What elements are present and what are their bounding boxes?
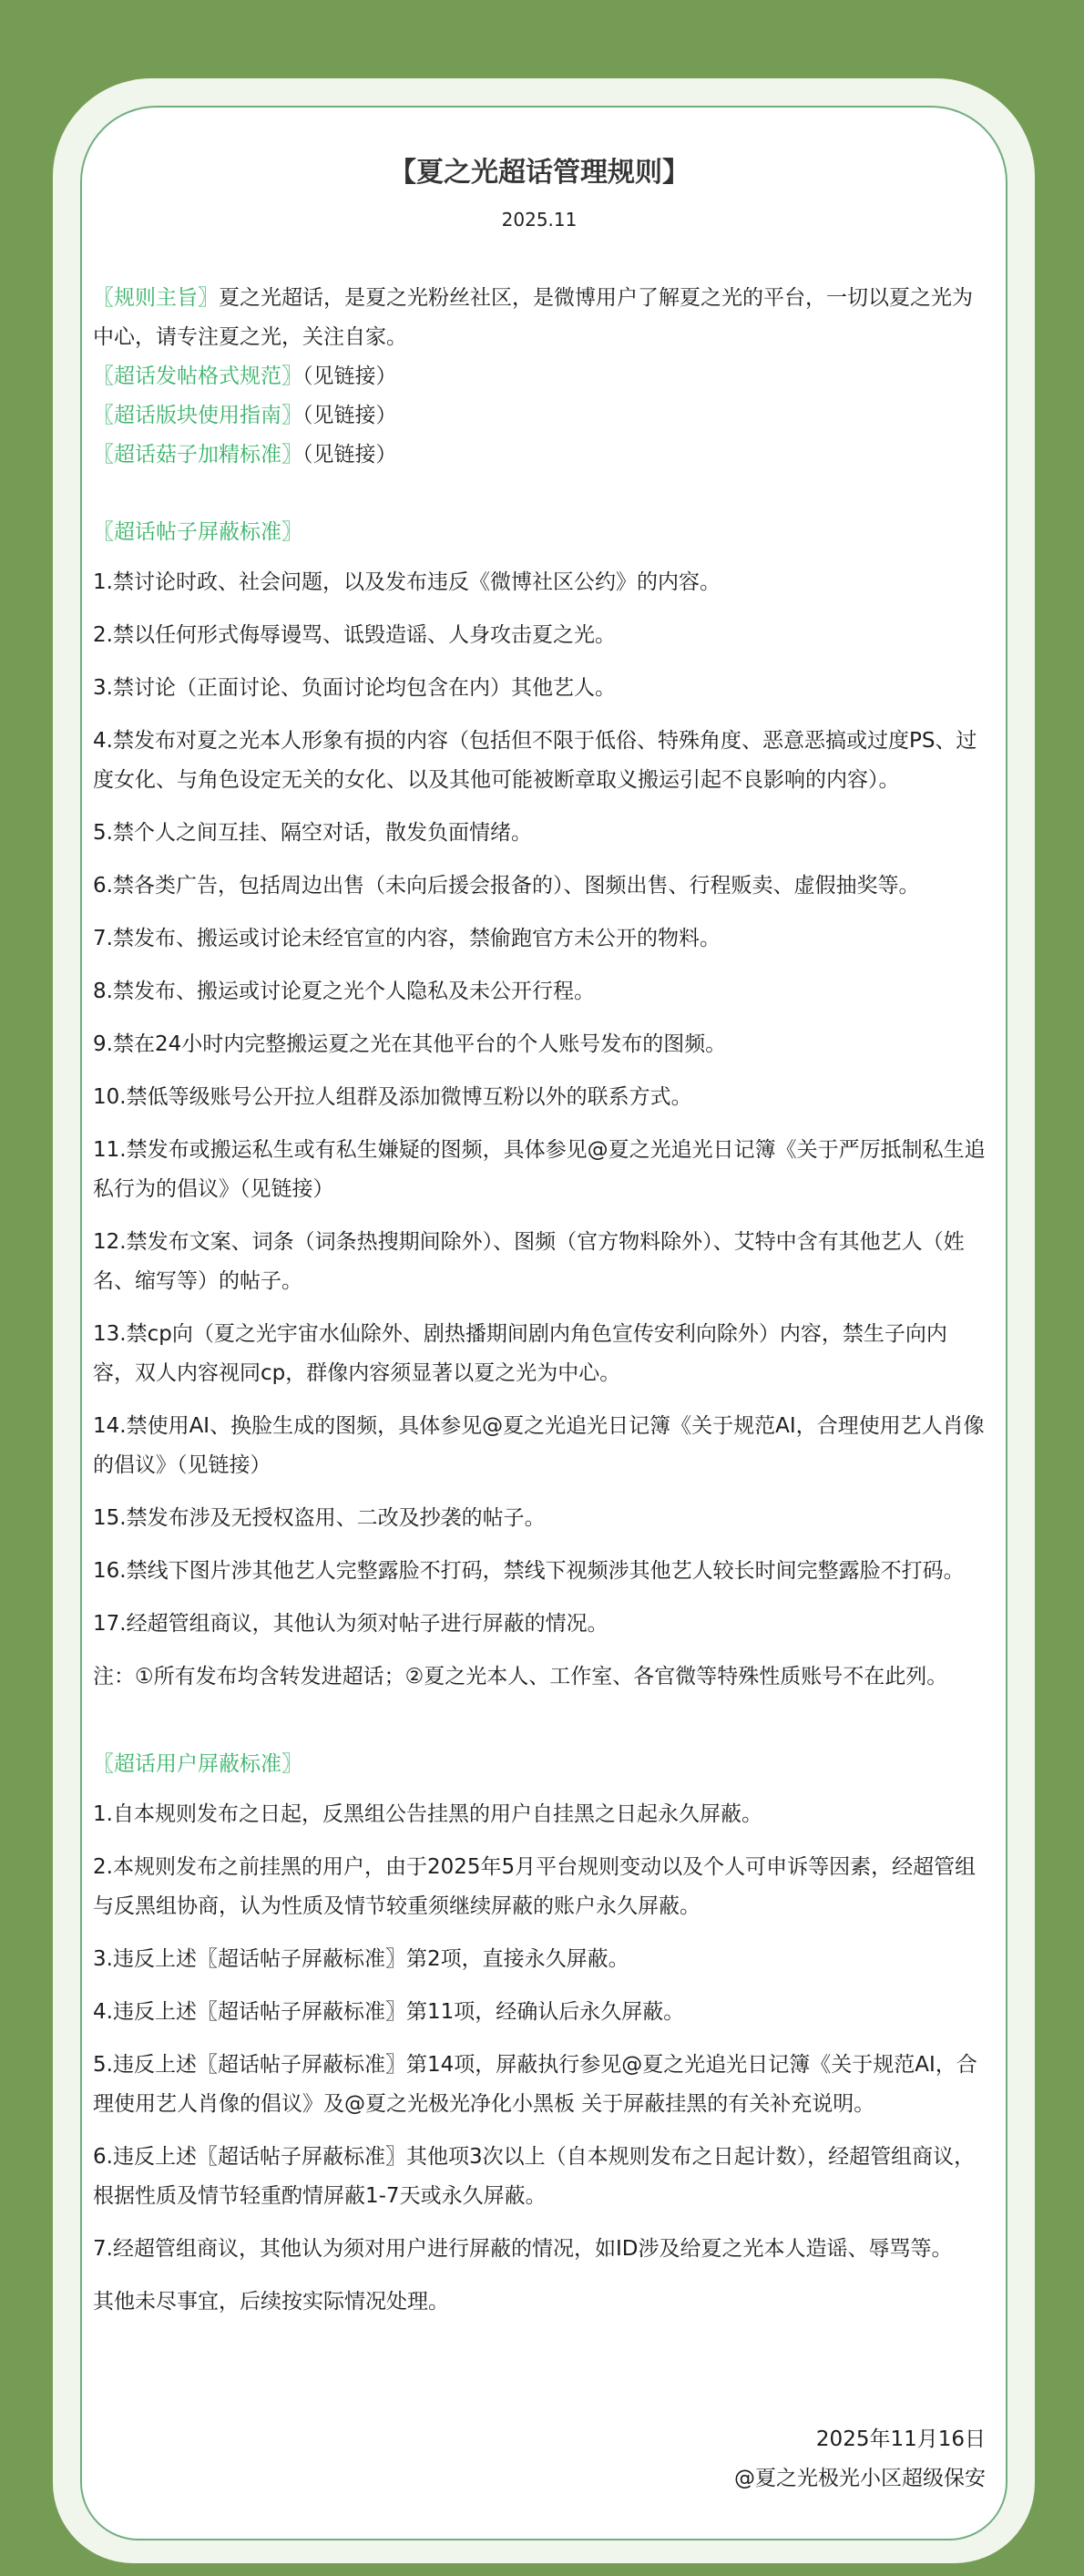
post-rule: 2.禁以任何形式侮辱谩骂、诋毁造谣、人身攻击夏之光。: [93, 623, 616, 647]
section-gap: [93, 1710, 986, 1745]
post-rule: 16.禁线下图片涉其他艺人完整露脸不打码，禁线下视频涉其他艺人较长时间完整露脸不打码。: [93, 1559, 965, 1583]
link-label[interactable]: 〖超话菇子加精标准〗: [93, 443, 302, 467]
user-rule: 1.自本规则发布之日起，反黑组公告挂黑的用户自挂黑之日起永久屏蔽。: [93, 1802, 762, 1826]
post-rule: 6.禁各类广告，包括周边出售（未向后援会报备的）、图频出售、行程贩卖、虚假抽奖等。: [93, 874, 920, 898]
user-section-heading: 〖超话用户屏蔽标准〗: [93, 1752, 302, 1776]
user-rule: 7.经超管组商议，其他认为须对用户进行屏蔽的情况，如ID涉及给夏之光本人造谣、辱骂等。: [93, 2237, 953, 2261]
post-rule: 9.禁在24小时内完整搬运夏之光在其他平台的个人账号发布的图频。: [93, 1032, 727, 1056]
user-rule: 5.违反上述〖超话帖子屏蔽标准〗第14项，屏蔽执行参见@夏之光追光日记簿《关于规范AI，合理使用艺人肖像的倡议》及@夏之光极光净化小黑板 关于屏蔽挂黑的有关补充说明。: [93, 2053, 977, 2116]
post-rule: 17.经超管组商议，其他认为须对帖子进行屏蔽的情况。: [93, 1612, 608, 1636]
link-item[interactable]: [93, 357, 986, 396]
post-rule: 10.禁低等级账号公开拉人组群及添加微博互粉以外的联系方式。: [93, 1085, 692, 1109]
post-rule: 12.禁发布文案、词条（词条热搜期间除外）、图频（官方物料除外）、艾特中含有其他艺人（姓名、缩写等）的帖子。: [93, 1230, 965, 1293]
post-rule: 7.禁发布、搬运或讨论未经官宣的内容，禁偷跑官方未公开的物料。: [93, 927, 721, 950]
user-rule: 3.违反上述〖超话帖子屏蔽标准〗第2项，直接永久屏蔽。: [93, 1947, 629, 1971]
document-content: [93, 155, 986, 2335]
user-rule: 2.本规则发布之前挂黑的用户，由于2025年5月平台规则变动以及个人可申诉等因素，经超管组与反黑组协商，认为性质及情节较重须继续屏蔽的账户永久屏蔽。: [93, 1855, 977, 1918]
link-item[interactable]: [93, 396, 986, 436]
post-rule: 15.禁发布涉及无授权盗用、二改及抄袭的帖子。: [93, 1506, 546, 1530]
intro-label: 〖规则主旨〗: [93, 286, 219, 310]
user-rule: 4.违反上述〖超话帖子屏蔽标准〗第11项，经确认后永久屏蔽。: [93, 2000, 685, 2024]
document-title: 【夏之光超话管理规则】: [389, 157, 690, 189]
document-date: 2025.11: [501, 209, 578, 231]
intro-text: 夏之光超话，是夏之光粉丝社区，是微博用户了解夏之光的平台，一切以夏之光为中心，请专注夏之光，关注自家。: [93, 286, 973, 349]
link-note: （见链接）: [302, 364, 397, 388]
post-rule: 14.禁使用AI、换脸生成的图频，具体参见@夏之光追光日记簿《关于规范AI，合理使用艺人肖像的倡议》（见链接）: [93, 1414, 985, 1477]
post-rule: 13.禁cp向（夏之光宇宙水仙除外、剧热播期间剧内角色宣传安利向除外）内容，禁生子向内容，双人内容视同cp，群像内容须显著以夏之光为中心。: [93, 1322, 947, 1385]
post-section-heading: 〖超话帖子屏蔽标准〗: [93, 520, 302, 544]
link-label[interactable]: 〖超话版块使用指南〗: [93, 404, 302, 427]
closing-note: 其他未尽事宜，后续按实际情况处理。: [93, 2290, 449, 2314]
post-rule: 5.禁个人之间互挂、隔空对话，散发负面情绪。: [93, 821, 532, 845]
post-rule: 11.禁发布或搬运私生或有私生嫌疑的图频，具体参见@夏之光追光日记簿《关于严厉抵制私生追私行为的倡议》（见链接）: [93, 1138, 986, 1201]
signature-block: [734, 2420, 986, 2499]
signature-author[interactable]: @夏之光极光小区超级保安: [734, 2467, 986, 2490]
signature-date: 2025年11月16日: [815, 2427, 986, 2451]
link-list: [93, 357, 986, 475]
post-rule: 4.禁发布对夏之光本人形象有损的内容（包括但不限于低俗、特殊角度、恶意恶搞或过度PS、过度女化、与角色设定无关的女化、以及其他可能被断章取义搬运引起不良影响的内容）。: [93, 729, 977, 792]
link-note: （见链接）: [302, 404, 397, 427]
link-note: （见链接）: [302, 443, 397, 467]
post-rule: 8.禁发布、搬运或讨论夏之光个人隐私及未公开行程。: [93, 980, 595, 1003]
link-item[interactable]: [93, 436, 986, 475]
user-rule: 6.违反上述〖超话帖子屏蔽标准〗其他项3次以上（自本规则发布之日起计数），经超管组商议，根据性质及情节轻重酌情屏蔽1-7天或永久屏蔽。: [93, 2145, 976, 2208]
link-label[interactable]: 〖超话发帖格式规范〗: [93, 364, 302, 388]
post-rule: 3.禁讨论（正面讨论、负面讨论均包含在内）其他艺人。: [93, 676, 616, 700]
post-note: 注：①所有发布均含转发进超话；②夏之光本人、工作室、各官微等特殊性质账号不在此列。: [93, 1665, 948, 1688]
intro-paragraph: [93, 279, 986, 357]
post-rule: 1.禁讨论时政、社会问题，以及发布违反《微博社区公约》的内容。: [93, 570, 721, 594]
